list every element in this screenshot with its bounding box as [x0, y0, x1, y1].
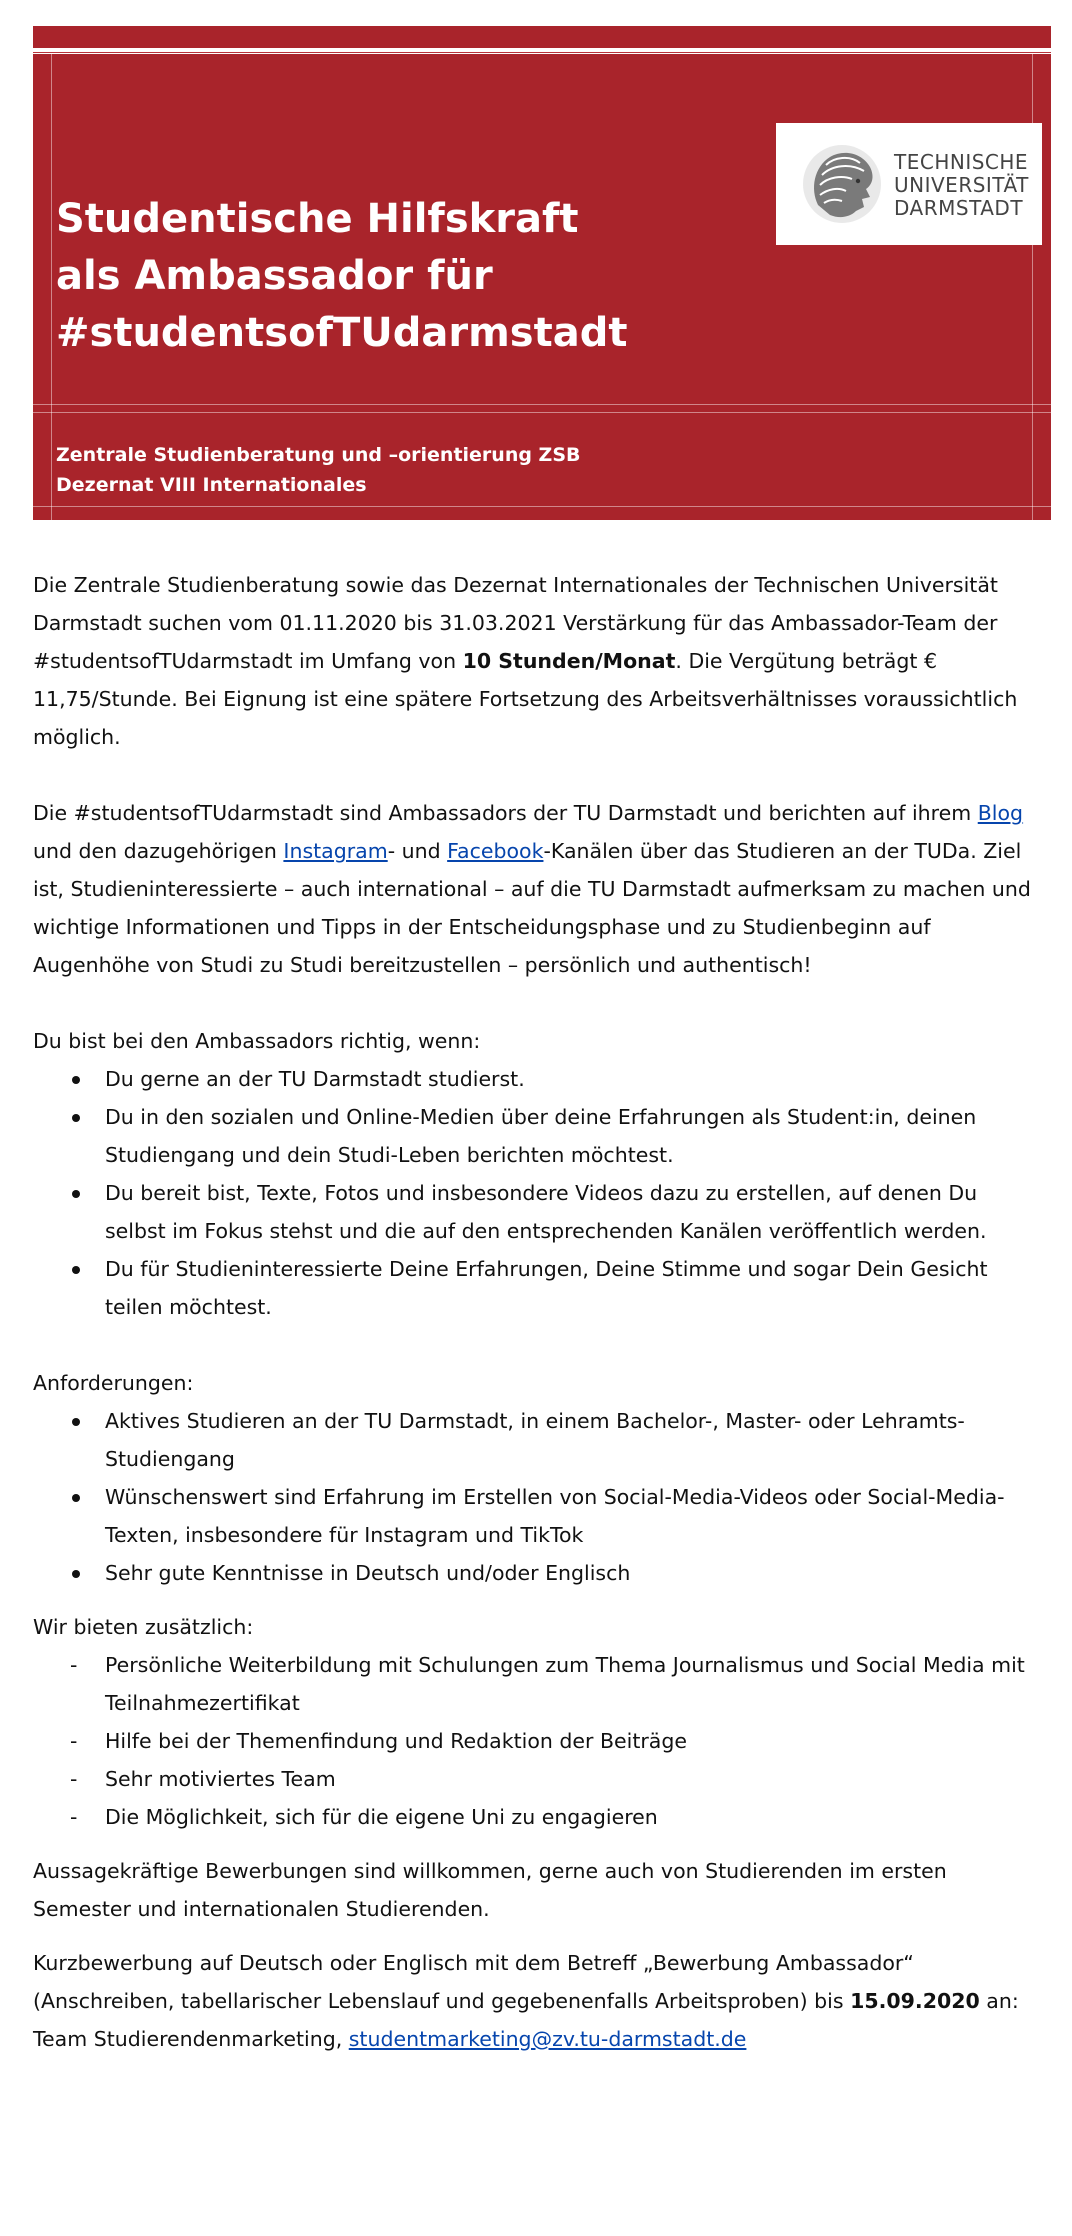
list-item-text: Du bereit bist, Texte, Fotos und insbesondere Videos dazu zu erstellen, auf denen Du selbst im Fokus stehst und die auf den entsprechenden Kanälen veröffentlich werden. — [105, 1181, 987, 1243]
list-item-text: Du gerne an der TU Darmstadt studierst. — [105, 1067, 525, 1091]
bullet-icon — [72, 1418, 80, 1426]
list-item — [33, 1646, 1043, 1722]
dash-marker: - — [70, 1653, 78, 1677]
bullet-icon — [72, 1570, 80, 1578]
bullet-icon — [72, 1266, 80, 1274]
top-accent-line — [33, 52, 1051, 53]
list-item — [33, 1402, 1043, 1478]
about-text: - und — [387, 839, 448, 863]
list-item — [33, 1798, 1043, 1836]
deadline: 15.09.2020 — [850, 1989, 980, 2013]
bullet-icon — [72, 1114, 80, 1122]
email-link[interactable]: studentmarketing@zv.tu-darmstadt.de — [348, 2027, 747, 2051]
page-title — [56, 191, 776, 362]
job-description — [33, 566, 1043, 2058]
logo-wordmark — [894, 151, 1029, 220]
header-banner — [33, 54, 1051, 520]
blog-link[interactable]: Blog — [977, 801, 1024, 825]
list-item-text: Wünschenswert sind Erfahrung im Erstellen von Social-Media-Videos oder Social-Media-Texten, insbesondere für Instagram und TikTok — [105, 1485, 1005, 1547]
welcome-paragraph: Aussagekräftige Bewerbungen sind willkommen, gerne auch von Studierenden im ersten Semester und internationalen Studierenden. — [33, 1859, 947, 1921]
guide-line — [33, 412, 1051, 413]
apply-text: an: Team Studierendenmarketing, — [33, 1989, 1019, 2051]
apply-paragraph — [33, 1944, 1043, 2058]
title-line: #studentsofTUdarmstadt — [56, 310, 628, 356]
guide-line — [51, 54, 52, 520]
bullet-icon — [72, 1190, 80, 1198]
guide-line — [33, 404, 1051, 405]
dash-marker: - — [70, 1767, 78, 1791]
right-fit-list — [33, 1060, 1043, 1326]
department-subtitle — [56, 440, 581, 500]
dash-marker: - — [70, 1805, 78, 1829]
list-item-text: Sehr gute Kenntnisse in Deutsch und/oder Englisch — [105, 1561, 631, 1585]
facebook-link[interactable]: Facebook — [447, 839, 544, 863]
list-item-text: Du in den sozialen und Online-Medien über deine Erfahrungen als Student:in, deinen Studiengang und dein Studi-Leben berichten möchtest. — [105, 1105, 977, 1167]
right-fit-heading: Du bist bei den Ambassadors richtig, wenn: — [33, 1029, 481, 1053]
list-item-text: Hilfe bei der Themenfindung und Redaktion der Beiträge — [105, 1729, 687, 1753]
top-accent-bar — [33, 26, 1051, 48]
list-item — [33, 1760, 1043, 1798]
list-item — [33, 1722, 1043, 1760]
guide-line — [33, 506, 1051, 507]
athena-head-icon — [800, 141, 884, 227]
offer-list — [33, 1646, 1043, 1836]
offer-heading: Wir bieten zusätzlich: — [33, 1615, 254, 1639]
bullet-icon — [72, 1494, 80, 1502]
requirements-list — [33, 1402, 1043, 1592]
list-item-text: Die Möglichkeit, sich für die eigene Uni zu engagieren — [105, 1805, 658, 1829]
about-text: und den dazugehörigen — [33, 839, 284, 863]
hours-highlight: 10 Stunden/Monat — [462, 649, 676, 673]
list-item — [33, 1060, 1043, 1098]
requirements-heading: Anforderungen: — [33, 1371, 194, 1395]
logo-line: UNIVERSITÄT — [894, 173, 1029, 197]
university-logo — [776, 123, 1042, 245]
about-paragraph — [33, 794, 1043, 984]
subtitle-line: Zentrale Studienberatung und –orientierung ZSB — [56, 444, 581, 466]
list-item — [33, 1554, 1043, 1592]
list-item — [33, 1250, 1043, 1326]
dash-marker: - — [70, 1729, 78, 1753]
logo-line: TECHNISCHE — [894, 150, 1029, 174]
subtitle-line: Dezernat VIII Internationales — [56, 474, 367, 496]
intro-text: Die Zentrale Studienberatung sowie das Dezernat Internationales der Technischen Universität Darmstadt suchen vom 01.11.2020 bis 31.03.2021 Verstärkung für das Ambassador-Team der #studentsofTUdarmstadt im Umfang von — [33, 573, 998, 673]
intro-text: . Die Vergütung beträgt € 11,75/Stunde. Bei Eignung ist eine spätere Fortsetzung des Arbeitsverhältnisses voraussichtlich möglich. — [33, 649, 1018, 749]
list-item-text: Sehr motiviertes Team — [105, 1767, 336, 1791]
title-line: Studentische Hilfskraft — [56, 196, 579, 242]
list-item — [33, 1098, 1043, 1174]
list-item-text: Du für Studieninteressierte Deine Erfahrungen, Deine Stimme und sogar Dein Gesicht teilen möchtest. — [105, 1257, 988, 1319]
list-item — [33, 1478, 1043, 1554]
about-text: Die #studentsofTUdarmstadt sind Ambassadors der TU Darmstadt und berichten auf ihrem — [33, 801, 978, 825]
title-line: als Ambassador für — [56, 253, 493, 299]
list-item — [33, 1174, 1043, 1250]
about-text: -Kanälen über das Studieren an der TUDa. Ziel ist, Studieninteressierte – auch international – auf die TU Darmstadt aufmerksam zu machen und wichtige Informationen und Tipps in der Entscheidungsphase und zu Studienbeginn auf Augenhöhe von Studi zu Studi bereitzustellen – persönlich und authentisch! — [33, 839, 1031, 977]
list-item-text: Aktives Studieren an der TU Darmstadt, in einem Bachelor-, Master- oder Lehramts-Studiengang — [105, 1409, 965, 1471]
intro-paragraph — [33, 566, 1043, 756]
apply-text: Kurzbewerbung auf Deutsch oder Englisch mit dem Betreff „Bewerbung Ambassador“ (Anschreiben, tabellarischer Lebenslauf und gegebenenfalls Arbeitsproben) bis — [33, 1951, 914, 2013]
list-item-text: Persönliche Weiterbildung mit Schulungen zum Thema Journalismus und Social Media mit Teilnahmezertifikat — [105, 1653, 1025, 1715]
bullet-icon — [72, 1076, 80, 1084]
logo-line: DARMSTADT — [894, 196, 1024, 220]
instagram-link[interactable]: Instagram — [283, 839, 388, 863]
